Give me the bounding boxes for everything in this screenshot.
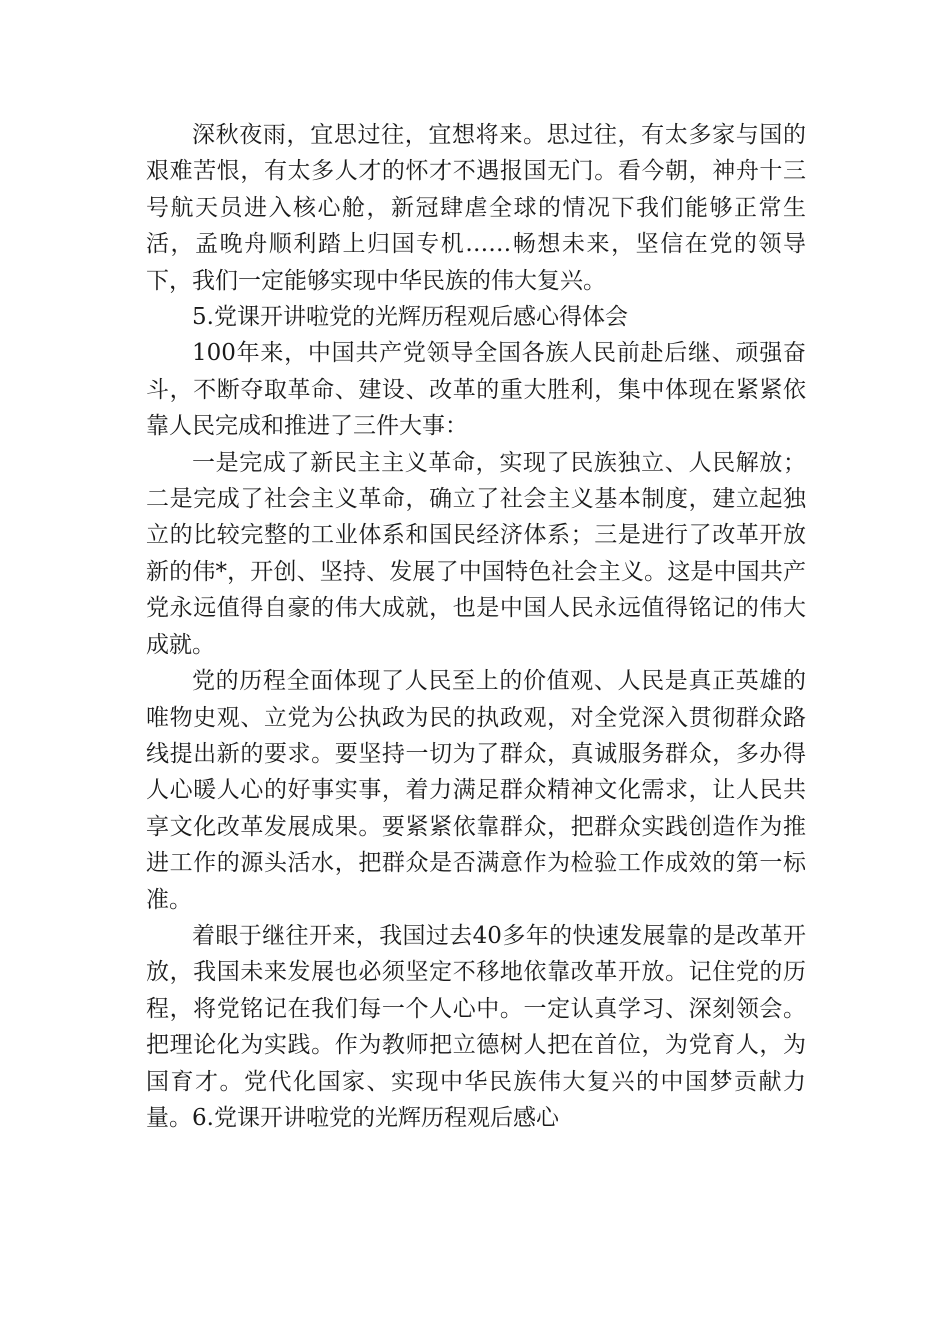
paragraph-three-events: 一是完成了新民主主义革命，实现了民族独立、人民解放；二是完成了社会主义革命，确立了社会主义基本制度，建立起独立的比较完整的工业体系和国民经济体系；三是进行了改革开放新的伟*，开创、坚持、发展了中国特色社会主义。这是中国共产党永远值得自豪的伟大成就，也是中国人民永远值得铭记的伟大成就。: [146, 449, 806, 658]
paragraph-reform: 着眼于继往开来，我国过去40多年的快速发展靠的是改革开放，我国未来发展也必须坚定不移地依靠改革开放。记住党的历程，将党铭记在我们每一个人心中。一定认真学习、深刻领会。把理论化为实践。作为教师把立德树人把在首位，为党育人，为国育才。党代化国家、实现中华民族伟大复兴的中国梦贡献力量。6.党课开讲啦党的光辉历程观后感心: [146, 922, 806, 1131]
paragraph-people-first: 党的历程全面体现了人民至上的价值观、人民是真正英雄的唯物史观、立党为公执政为民的执政观，对全党深入贯彻群众路线提出新的要求。要坚持一切为了群众，真诚服务群众，多办得人心暖人心的好事实事，着力满足群众精神文化需求，让人民共享文化改革发展成果。要紧紧依靠群众，把群众实践创造作为推进工作的源头活水，把群众是否满意作为检验工作成效的第一标准。: [146, 668, 806, 913]
document-page: [146, 117, 806, 1136]
paragraph-intro: 100年来，中国共产党领导全国各族人民前赴后继、顽强奋斗，不断夺取革命、建设、改革的重大胜利，集中体现在紧紧依靠人民完成和推进了三件大事：: [146, 340, 806, 440]
paragraph-reflection: 深秋夜雨，宜思过往，宜想将来。思过往，有太多家与国的艰难苦恨，有太多人才的怀才不遇报国无门。看今朝，神舟十三号航天员进入核心舱，新冠肆虐全球的情况下我们能够正常生活，孟晚舟顺利踏上归国专机……畅想未来，坚信在党的领导下，我们一定能够实现中华民族的伟大复兴。: [146, 122, 806, 294]
section-heading: 5.党课开讲啦党的光辉历程观后感心得体会: [192, 304, 628, 331]
